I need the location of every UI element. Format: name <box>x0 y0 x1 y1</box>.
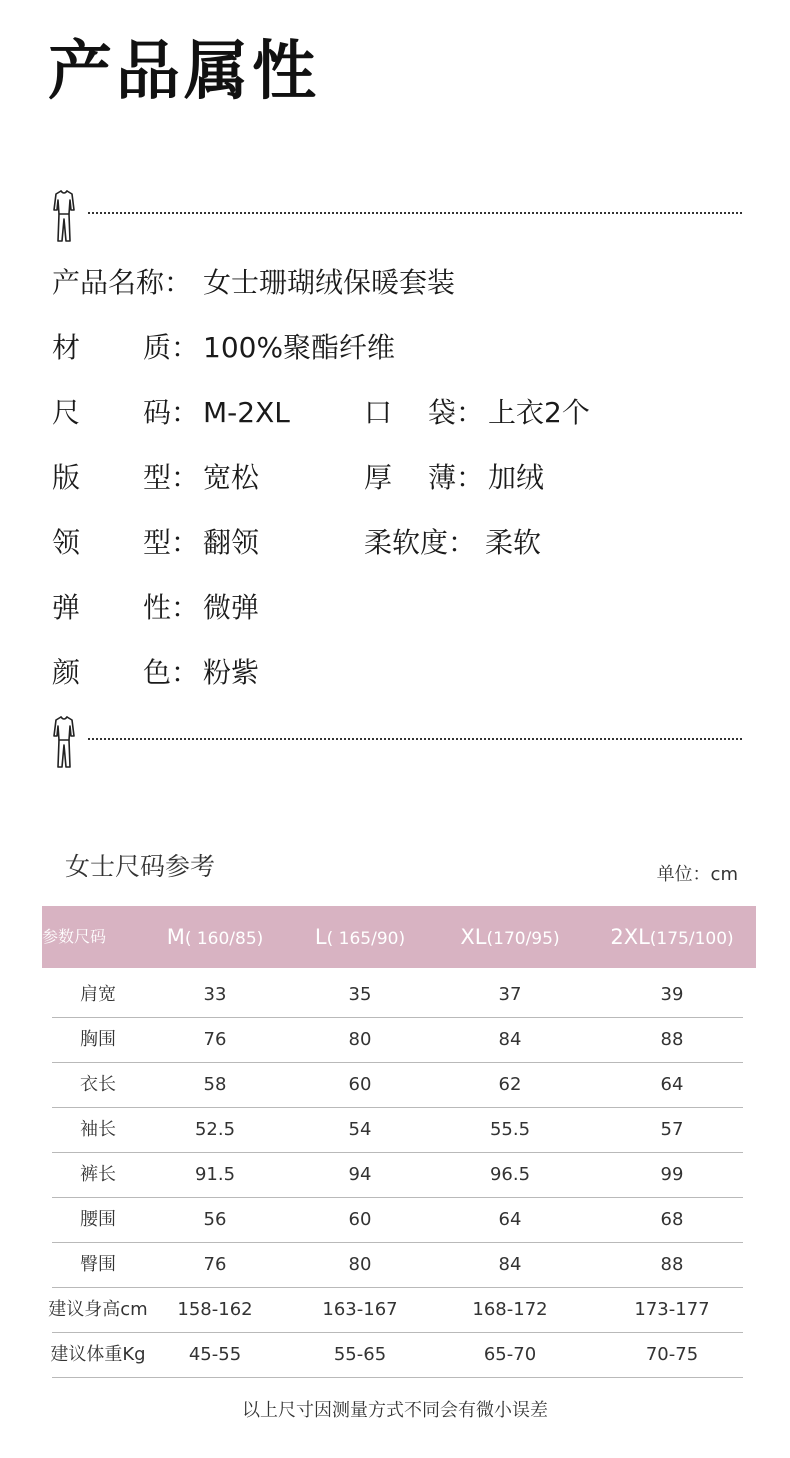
table-cell: 99 <box>660 1164 684 1185</box>
row-label: 肩宽 <box>80 984 116 1005</box>
table-cell: 80 <box>348 1254 372 1275</box>
table-cell: 52.5 <box>194 1119 236 1140</box>
table-cell: 57 <box>660 1119 684 1140</box>
attr-elasticity-value: 微弹 <box>203 591 260 624</box>
header-cell-size <box>587 906 757 968</box>
table-cell: 55.5 <box>489 1119 531 1140</box>
attr-fit-value: 宽松 <box>203 461 260 494</box>
table-row <box>52 973 743 1018</box>
attr-row-material <box>52 328 752 368</box>
row-label: 臀围 <box>80 1254 116 1275</box>
row-label: 袖长 <box>80 1119 116 1140</box>
table-cell: 91.5 <box>194 1164 236 1185</box>
row-label: 衣长 <box>80 1074 116 1095</box>
dotted-line <box>88 738 742 740</box>
table-row <box>52 1198 743 1243</box>
section-divider-top <box>50 188 742 244</box>
attr-thickness-value: 加绒 <box>488 461 545 494</box>
attr-thickness-label-2: 薄： <box>428 461 485 494</box>
table-row <box>48 1288 743 1333</box>
attr-size-label-2: 码： <box>143 396 200 429</box>
table-cell: 35 <box>348 984 372 1005</box>
attr-softness-label: 柔软度： <box>364 526 477 559</box>
attr-fit-label-2: 型： <box>143 461 200 494</box>
table-cell: 163-167 <box>322 1299 398 1320</box>
row-label: 建议体重Kg <box>50 1344 146 1365</box>
table-cell: 62 <box>498 1074 522 1095</box>
size-name: 2XL <box>610 925 650 949</box>
attr-row-elasticity <box>52 588 752 628</box>
dotted-line <box>88 212 742 214</box>
table-cell: 76 <box>203 1254 227 1275</box>
section-divider-bottom <box>50 714 742 770</box>
table-cell: 88 <box>660 1254 684 1275</box>
attr-color-label-2: 色： <box>143 656 200 689</box>
row-label: 腰围 <box>80 1209 116 1230</box>
table-cell: 158-162 <box>177 1299 253 1320</box>
pajama-set-icon <box>50 188 78 244</box>
table-cell: 54 <box>348 1119 372 1140</box>
attr-size-value: M-2XL <box>203 396 290 429</box>
header-cell-param: 参数尺码 <box>41 927 106 946</box>
table-cell: 64 <box>498 1209 522 1230</box>
table-cell: 94 <box>348 1164 372 1185</box>
table-cell: 55-65 <box>333 1344 387 1365</box>
size-chart-footnote: 以上尺寸因测量方式不同会有微小误差 <box>242 1400 548 1421</box>
table-row <box>52 1243 743 1288</box>
attr-elasticity-label-2: 性： <box>143 591 200 624</box>
attr-pocket-value: 上衣2个 <box>488 396 590 429</box>
table-row <box>52 1018 743 1063</box>
table-cell: 60 <box>348 1209 372 1230</box>
attr-pocket-label-2: 袋： <box>428 396 485 429</box>
attr-name-label: 产品名称： <box>52 266 193 299</box>
table-cell: 39 <box>660 984 684 1005</box>
table-cell: 96.5 <box>489 1164 531 1185</box>
size-table-header <box>42 906 756 968</box>
table-cell: 56 <box>203 1209 227 1230</box>
size-spec: (170/95) <box>486 929 560 949</box>
attr-row-size-pocket <box>52 393 752 433</box>
table-cell: 60 <box>348 1074 372 1095</box>
table-cell: 58 <box>203 1074 227 1095</box>
table-cell: 33 <box>203 984 227 1005</box>
size-chart-heading: 女士尺码参考 <box>65 852 216 881</box>
attr-color-label: 颜 <box>52 656 81 689</box>
table-cell: 68 <box>660 1209 684 1230</box>
table-cell: 65-70 <box>483 1344 537 1365</box>
table-cell: 88 <box>660 1029 684 1050</box>
table-cell: 64 <box>660 1074 684 1095</box>
row-label: 裤长 <box>80 1164 116 1185</box>
table-cell: 45-55 <box>188 1344 242 1365</box>
size-chart-unit: 单位：cm <box>656 864 738 885</box>
table-row <box>52 1063 743 1108</box>
size-spec: ( 160/85) <box>184 929 264 949</box>
size-name: XL <box>460 925 487 949</box>
size-table-body <box>48 973 743 1378</box>
table-row <box>52 1333 743 1378</box>
table-cell: 84 <box>498 1254 522 1275</box>
header-cell-size <box>435 906 585 968</box>
header-cell-size <box>140 906 290 968</box>
size-spec: ( 165/90) <box>326 929 406 949</box>
attr-color-value: 粉紫 <box>203 656 260 689</box>
attr-pocket-label: 口 <box>364 396 393 429</box>
attr-row-collar-softness <box>52 523 752 563</box>
size-spec: (175/100) <box>649 929 734 949</box>
attr-material-label-2: 质： <box>143 331 200 364</box>
page-title: 产品属性 <box>48 35 320 109</box>
size-name: L <box>314 925 327 949</box>
table-row <box>52 1153 743 1198</box>
table-cell: 80 <box>348 1029 372 1050</box>
header-cell-size <box>285 906 435 968</box>
attr-thickness-label: 厚 <box>364 461 393 494</box>
attr-name-value: 女士珊瑚绒保暖套装 <box>203 266 456 299</box>
table-cell: 37 <box>498 984 522 1005</box>
row-label: 建议身高cm <box>48 1299 148 1320</box>
row-label: 胸围 <box>80 1029 116 1050</box>
attr-collar-label: 领 <box>52 526 81 559</box>
table-cell: 70-75 <box>645 1344 699 1365</box>
table-cell: 76 <box>203 1029 227 1050</box>
attr-material-label: 材 <box>52 331 81 364</box>
size-name: M <box>166 925 185 949</box>
attr-collar-value: 翻领 <box>203 526 260 559</box>
attr-material-value: 100%聚酯纤维 <box>203 331 396 364</box>
table-cell: 168-172 <box>472 1299 548 1320</box>
attr-elasticity-label: 弹 <box>52 591 81 624</box>
table-cell: 84 <box>498 1029 522 1050</box>
table-row <box>52 1108 743 1153</box>
attr-softness-value: 柔软 <box>485 526 542 559</box>
attr-row-fit-thickness <box>52 458 752 498</box>
attr-row-color <box>52 653 752 693</box>
attr-row-name <box>52 263 752 303</box>
pajama-set-icon <box>50 714 78 770</box>
attr-collar-label-2: 型： <box>143 526 200 559</box>
attr-fit-label: 版 <box>52 461 81 494</box>
table-cell: 173-177 <box>634 1299 710 1320</box>
attr-size-label: 尺 <box>52 396 81 429</box>
